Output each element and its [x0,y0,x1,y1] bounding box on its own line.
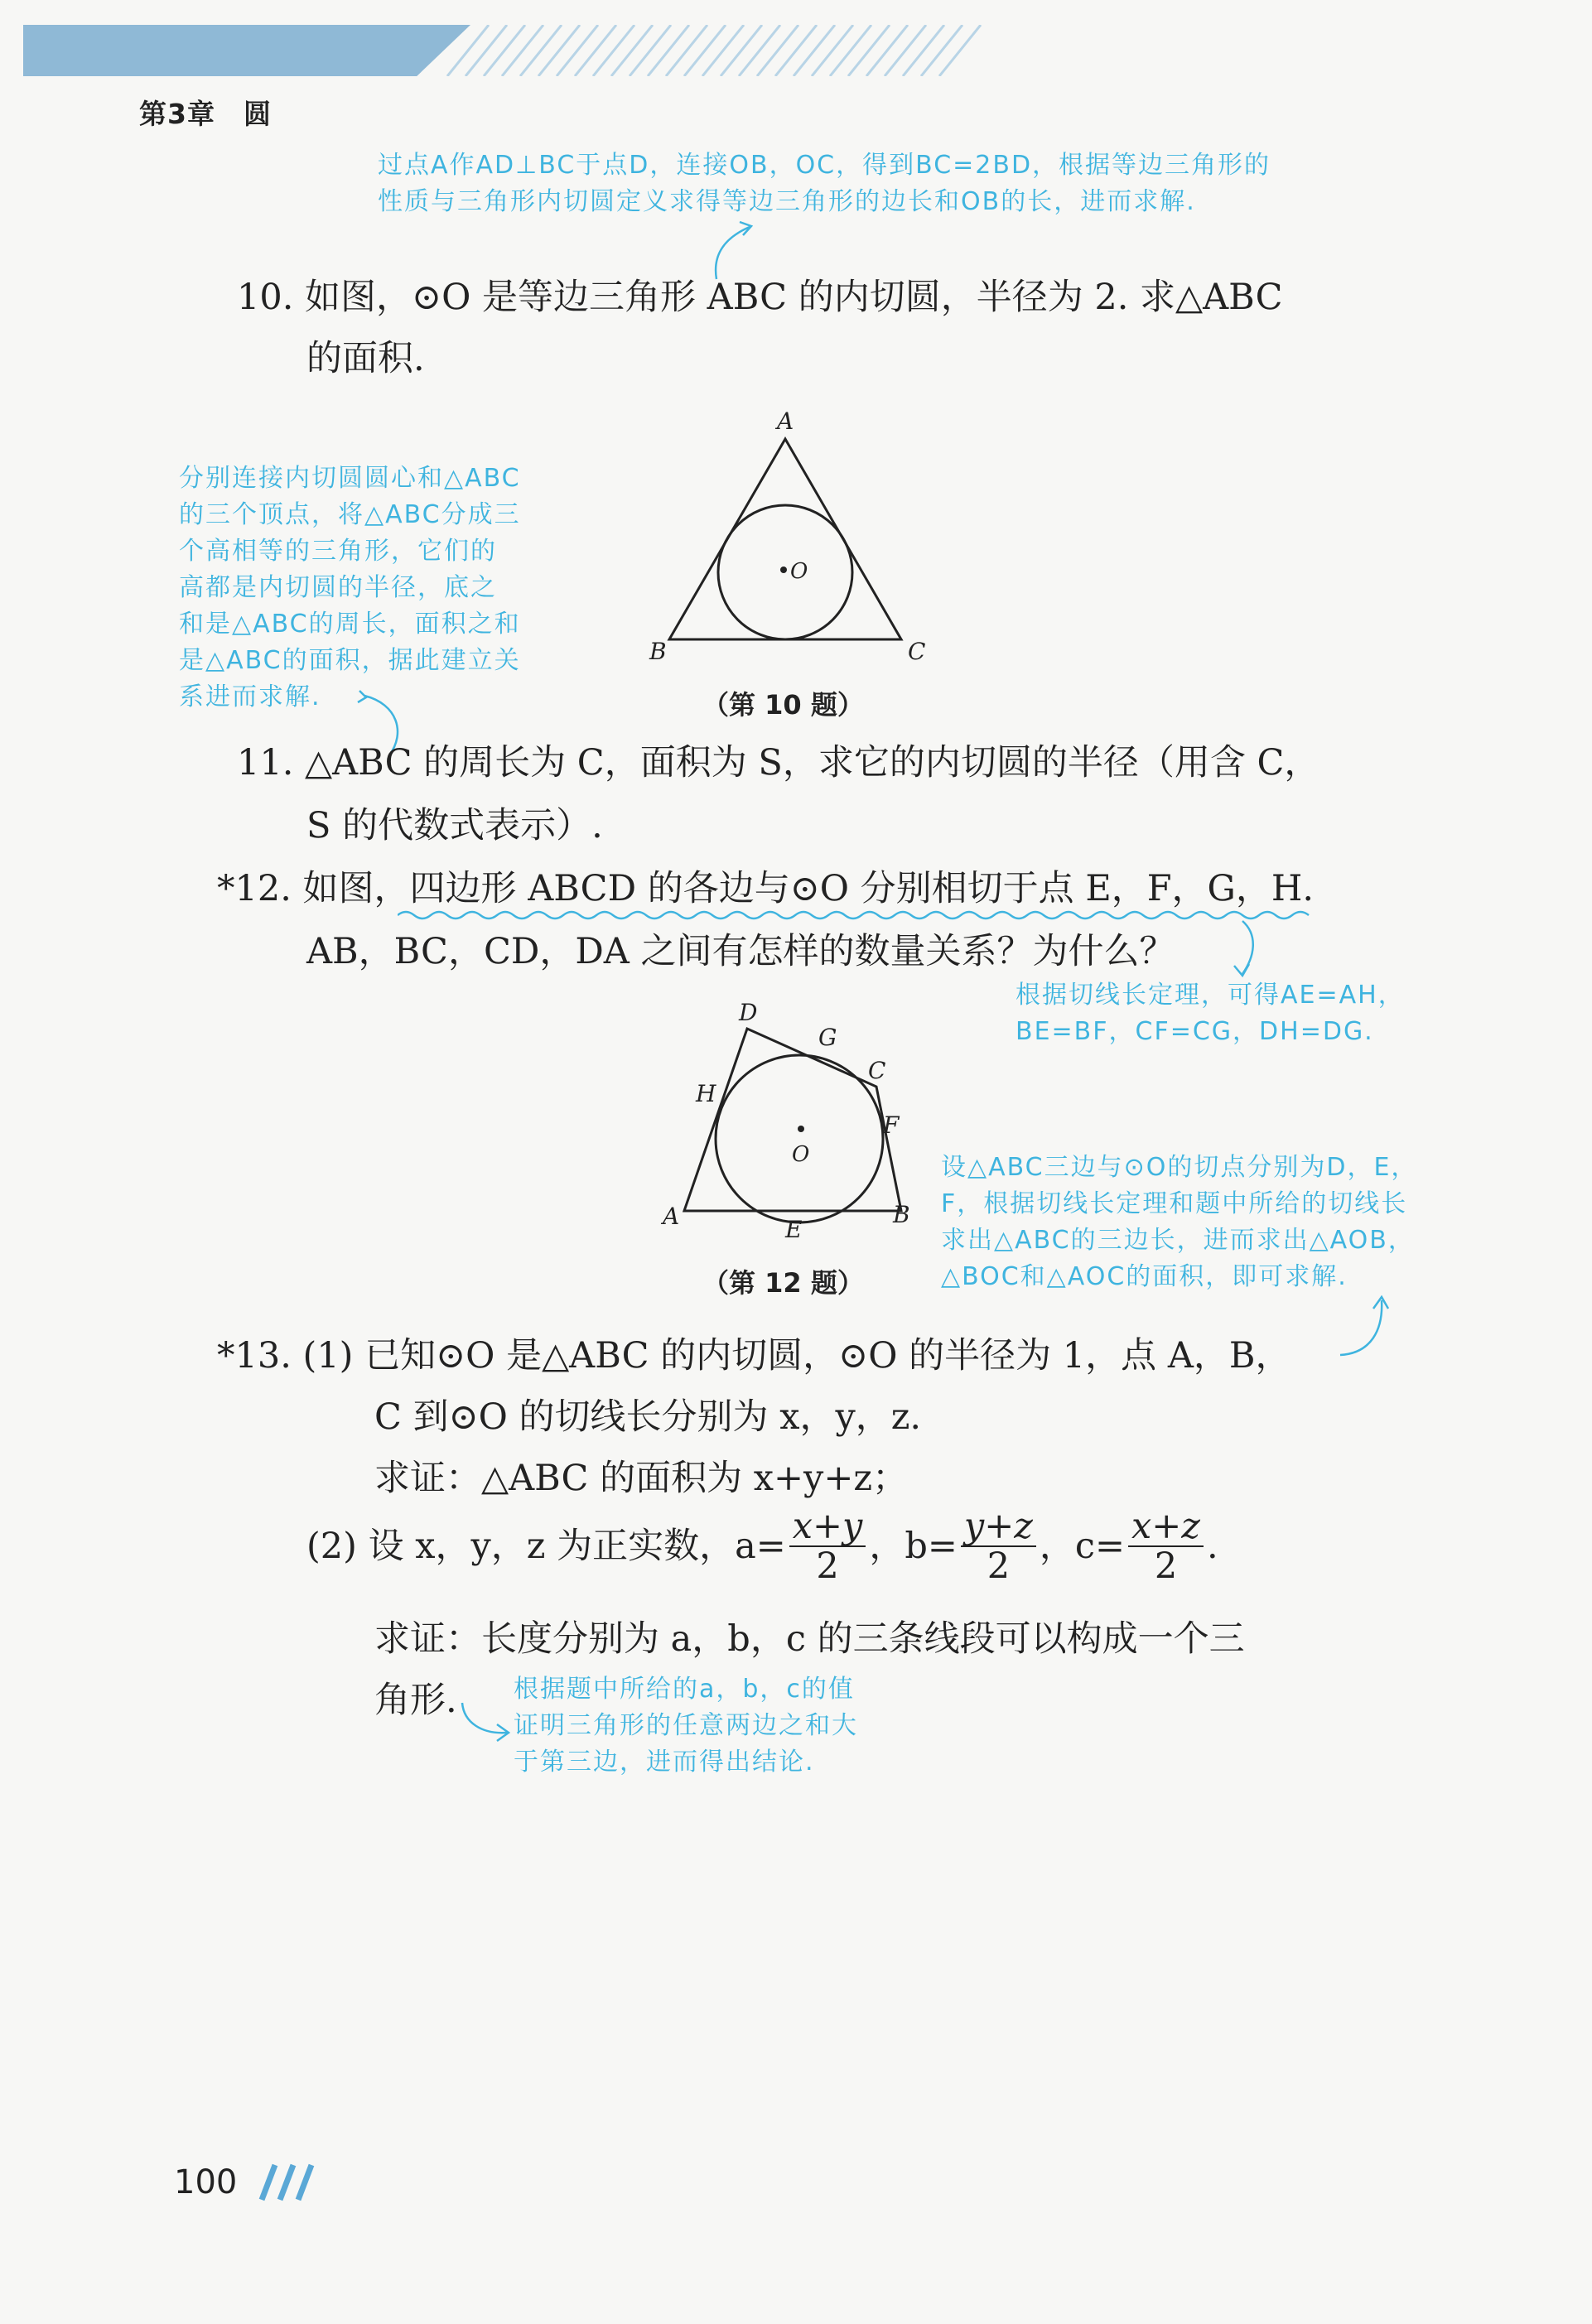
center-point [780,567,787,573]
question-11-line1: 11. △ABC 的周长为 C，面积为 S，求它的内切圆的半径（用含 C， [237,742,1320,784]
center-point [798,1126,804,1132]
question-10-line1: 10. 如图，⊙O 是等边三角形 ABC 的内切圆，半径为 2. 求△ABC [237,277,1283,318]
label-O: O [790,559,808,584]
question-13-line6: 角形. [374,1680,457,1721]
wavy-underline [398,907,1317,923]
label-O: O [792,1142,810,1167]
note-line: 和是△ABC的周长，面积之和 [179,610,521,639]
fraction-c [1128,1507,1204,1585]
chapter-title: 第3章 圆 [139,98,272,130]
note-line: 根据切线长定理，可得AE=AH， [1016,981,1405,1010]
label-C: C [908,638,926,665]
header-stripes [431,25,1027,76]
note-arrow [1209,918,1276,984]
label-E: E [785,1216,803,1243]
note-line: 性质与三角形内切圆定义求得等边三角形的边长和OB的长，进而求解. [378,187,1196,216]
label-B: B [649,638,667,665]
figure-12 [646,994,961,1251]
question-10-line2: 的面积. [306,338,425,379]
sep-c: ，c= [1039,1526,1126,1567]
label-A: A [777,407,794,435]
sep-b: ，b= [869,1526,958,1567]
note-arrow [708,217,774,283]
note-line: 证明三角形的任意两边之和大 [514,1711,858,1740]
question-12-line2: AB，BC，CD，DA 之间有怎样的数量关系？为什么？ [306,931,1175,972]
label-G: G [818,1024,837,1051]
footer-stripes [255,2162,321,2203]
label-H: H [696,1080,716,1107]
incircle [716,1055,886,1222]
triangle-abc [669,439,901,639]
question-13-line2: C 到⊙O 的切线长分别为 x，y，z. [374,1396,922,1438]
note-q10 [378,147,1271,220]
fraction-a-numerator: x+y [789,1507,866,1547]
label-A: A [663,1203,680,1230]
note-line: 分别连接内切圆圆心和△ABC [179,464,521,493]
note-line: 高都是内切圆的半径，底之 [179,573,497,602]
note-line: 是△ABC的面积，据此建立关 [179,646,521,675]
question-13-line3: 求证：△ABC 的面积为 x+y+z； [374,1458,909,1499]
question-12-line1: *12. 如图，四边形 ABCD 的各边与⊙O 分别相切于点 E，F，G，H. [217,868,1315,909]
part2-prefix: (2) 设 x，y，z 为正实数，a= [306,1526,786,1567]
question-13-part2 [306,1507,1218,1585]
fraction-a [789,1507,866,1585]
note-line: F，根据切线长定理和题中所给的切线长 [941,1189,1408,1218]
note-arrow [1334,1289,1400,1363]
question-11-line2: S 的代数式表示）. [306,805,603,846]
note-line: 根据题中所给的a，b，c的值 [514,1675,855,1704]
note-line: △BOC和△AOC的面积，即可求解. [941,1262,1348,1291]
note-line: 求出△ABC的三边长，进而求出△AOB， [941,1226,1415,1255]
header-band [23,25,470,76]
label-D: D [739,999,758,1026]
note-q12 [1016,977,1405,1050]
fraction-c-numerator: x+z [1128,1507,1204,1547]
note-line: 过点A作AD⊥BC于点D，连接OB，OC，得到BC=2BD，根据等边三角形的 [378,151,1271,180]
note-line: BE=BF，CF=CG，DH=DG. [1016,1017,1374,1046]
note-line: 系进而求解. [179,682,321,711]
fraction-c-denominator: 2 [1154,1545,1178,1587]
page-number: 100 [174,2163,238,2201]
figure-10 [638,406,944,671]
fraction-b-numerator: y+z [961,1507,1036,1547]
figure-10-caption: （第 10 题） [702,689,864,721]
fraction-a-denominator: 2 [816,1545,839,1587]
label-B: B [893,1201,910,1228]
part2-end: . [1206,1526,1218,1567]
fraction-b [961,1507,1036,1585]
note-line: 于第三边，进而得出结论. [514,1748,815,1777]
question-13-line5: 求证：长度分别为 a，b，c 的三条线段可以构成一个三 [374,1618,1245,1660]
question-13-line1: *13. (1) 已知⊙O 是△ABC 的内切圆，⊙O 的半径为 1，点 A，B， [217,1335,1291,1377]
fraction-b-denominator: 2 [987,1545,1011,1587]
figure-12-caption: （第 12 题） [702,1267,864,1299]
note-line: 设△ABC三边与⊙O的切点分别为D，E， [941,1153,1418,1182]
note-line: 个高相等的三角形，它们的 [179,537,497,566]
label-F: F [883,1111,900,1139]
note-q13 [941,1150,1417,1295]
note-q13-part2 [514,1671,858,1781]
label-C: C [868,1057,886,1084]
note-q11 [179,460,521,716]
note-line: 的三个顶点，将△ABC分成三 [179,500,521,529]
